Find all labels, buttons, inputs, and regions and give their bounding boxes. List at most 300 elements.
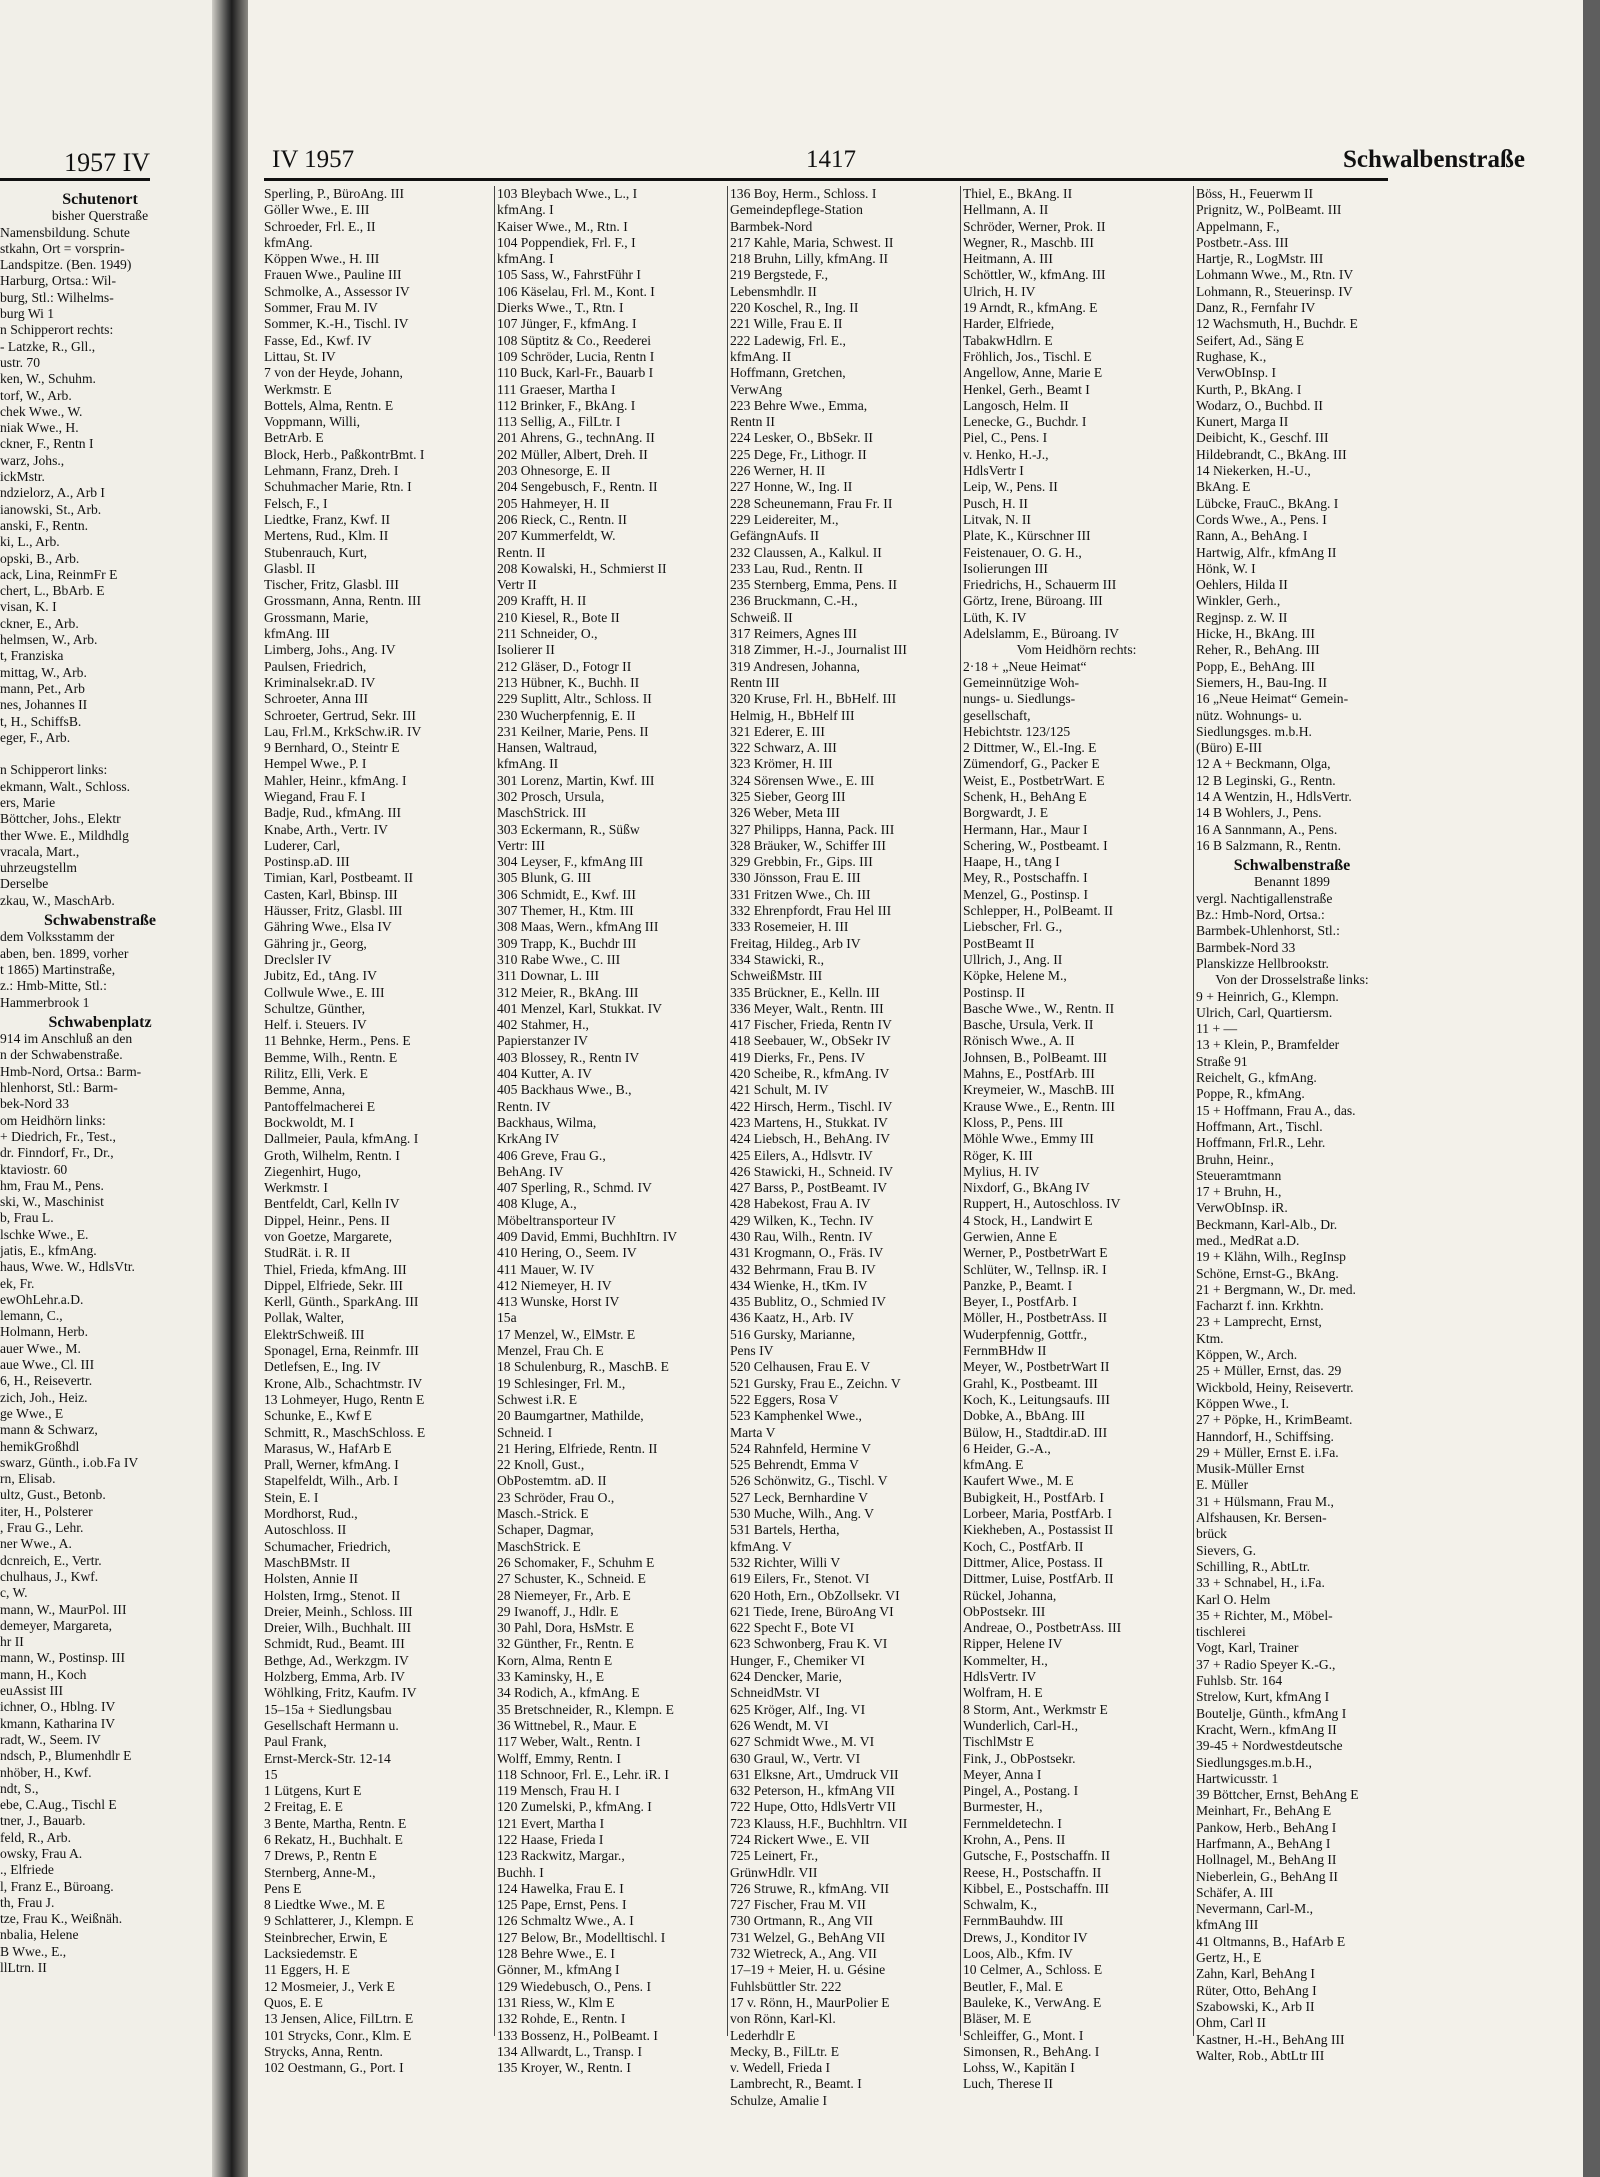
directory-entry: Hanndorf, H., Schiffsing. (1196, 1428, 1334, 1444)
directory-entry: 15a (497, 1310, 517, 1326)
directory-entry: 405 Backhaus Wwe., B., (497, 1082, 632, 1098)
directory-entry: bek-Nord 33 (0, 1096, 70, 1112)
directory-entry: Steueramtmann (1196, 1167, 1282, 1183)
directory-entry: Möbeltransporteur IV (497, 1212, 616, 1228)
directory-entry: 2·18 + „Neue Heimat“ (963, 658, 1087, 674)
directory-entry: Wolff, Emmy, Rentn. I (497, 1750, 621, 1766)
directory-entry: Strelow, Kurt, kfmAng I (1196, 1689, 1330, 1705)
directory-entry: 33 + Schnabel, H., i.Fa. (1196, 1575, 1325, 1591)
directory-entry: auer Wwe., M. (0, 1340, 81, 1356)
directory-entry: 301 Lorenz, Martin, Kwf. III (497, 772, 655, 788)
directory-entry: Prall, Werner, kfmAng. I (264, 1457, 399, 1473)
directory-entry: MaschBMstr. II (264, 1554, 351, 1570)
directory-entry: 37 + Radio Speyer K.-G., (1196, 1656, 1336, 1672)
directory-entry: Adelslamm, E., Büroang. IV (963, 626, 1119, 642)
directory-entry: Schweiß. II (730, 609, 793, 625)
directory-entry: 523 Kamphenkel Wwe., (730, 1408, 862, 1424)
directory-entry: 317 Reimers, Agnes III (730, 626, 857, 642)
directory-entry: 39 Böttcher, Ernst, BehAng E (1196, 1787, 1359, 1803)
directory-entry: burg Wi 1 (0, 306, 55, 322)
directory-entry: Hartwicusstr. 1 (1196, 1770, 1279, 1786)
directory-entry: 424 Liebsch, H., BehAng. IV (730, 1131, 891, 1147)
directory-entry: 204 Sengebusch, F., Rentn. II (497, 479, 658, 495)
directory-entry: 410 Hering, O., Seem. IV (497, 1245, 637, 1261)
directory-entry: Kloss, P., Pens. III (963, 1114, 1064, 1130)
directory-entry: 330 Jönsson, Frau E. III (730, 870, 861, 886)
directory-entry: Lebensmhdlr. II (730, 283, 817, 299)
directory-entry: HdlsVertr. IV (963, 1669, 1037, 1685)
directory-entry: 727 Fischer, Frau M. VII (730, 1897, 866, 1913)
directory-entry: Backhaus, Wilma, (497, 1114, 597, 1130)
directory-entry: 202 Müller, Albert, Dreh. II (497, 446, 648, 462)
directory-entry: ichner, O., Hblng. IV (0, 1699, 116, 1715)
directory-entry: dr. Finndorf, Fr., Dr., (0, 1145, 114, 1161)
directory-entry: rn, Elisab. (0, 1471, 56, 1487)
directory-entry: Jubitz, Ed., tAng. IV (264, 968, 377, 984)
directory-entry: B Wwe., E., (0, 1943, 67, 1959)
directory-entry: 21 Hering, Elfriede, Rentn. II (497, 1440, 658, 1456)
directory-entry: Drews, J., Konditor IV (963, 1929, 1088, 1945)
directory-entry: 311 Downar, L. III (497, 968, 600, 984)
directory-entry: 429 Wilken, K., Techn. IV (730, 1212, 874, 1228)
directory-entry: Seifert, Ad., Säng E (1196, 332, 1304, 348)
directory-entry: Schlüter, W., Tellnsp. iR. I (963, 1261, 1107, 1277)
directory-entry: Lohmann Wwe., M., Rtn. IV (1196, 267, 1354, 283)
directory-entry: 527 Leck, Bernhardine V (730, 1489, 868, 1505)
directory-entry: Benannt 1899 (1254, 874, 1330, 890)
directory-entry: Siemers, H., Bau-Ing. II (1196, 674, 1327, 690)
directory-entry: Kibbel, E., Postschaffn. III (963, 1880, 1109, 1896)
directory-entry: 303 Eckermann, R., Süßw (497, 821, 640, 837)
directory-entry: kfmAng. II (497, 756, 559, 772)
directory-entry: 7 von der Heyde, Johann, (264, 365, 403, 381)
directory-entry: Buchh. I (497, 1864, 544, 1880)
directory-entry: visan, K. I (0, 599, 57, 615)
directory-entry: 310 Rabe Wwe., C. III (497, 951, 621, 967)
directory-entry: 125 Pape, Ernst, Pens. I (497, 1897, 627, 1913)
directory-entry: 307 Themer, H., Ktm. III (497, 903, 634, 919)
directory-entry: 27 Schuster, K., Schneid. E (497, 1571, 646, 1587)
directory-entry: 8 Storm, Ant., Werkmstr E (963, 1701, 1108, 1717)
directory-entry: 408 Kluge, A., (497, 1196, 577, 1212)
directory-entry: Strycks, Anna, Rentn. (264, 2043, 383, 2059)
directory-entry: Reichelt, G., kfmAng. (1196, 1070, 1317, 1086)
directory-entry: Glasbl. II (264, 560, 316, 576)
directory-entry: Holzberg, Emma, Arb. IV (264, 1669, 405, 1685)
directory-entry: 134 Allwardt, L., Transp. I (497, 2043, 643, 2059)
directory-entry: Menzel, Frau Ch. E (497, 1343, 604, 1359)
directory-entry: Danz, R., Fernfahr IV (1196, 300, 1316, 316)
directory-entry: 218 Bruhn, Lilly, kfmAng. II (730, 251, 889, 267)
directory-entry: MaschStrick. E (497, 1538, 581, 1554)
directory-entry: ewOhLehr.a.D. (0, 1291, 84, 1307)
directory-entry: 409 David, Emmi, BuchhItrn. IV (497, 1229, 678, 1244)
directory-entry: Boutelje, Günth., kfmAng I (1196, 1705, 1347, 1721)
directory-entry: 206 Rieck, C., Rentn. II (497, 511, 627, 527)
directory-entry: Prignitz, W., PolBeamt. III (1196, 202, 1342, 218)
directory-entry: Sperling, P., BüroAng. III (264, 186, 405, 201)
directory-entry: Harfmann, A., BehAng I (1196, 1835, 1331, 1851)
directory-entry: 14 B Wohlers, J., Pens. (1196, 805, 1322, 821)
directory-column-4 (963, 186, 1190, 2093)
directory-entry: ekmann, Walt., Schloss. (0, 778, 131, 794)
directory-entry: Schroeter, Anna III (264, 691, 369, 707)
directory-entry: Papierstanzer IV (497, 1033, 588, 1049)
directory-entry: 620 Hoth, Ern., ObZollsekr. VI (730, 1587, 900, 1603)
directory-entry: 305 Blunk, G. III (497, 870, 592, 886)
directory-entry: 21 + Bergmann, W., Dr. med. (1196, 1281, 1356, 1297)
directory-entry: opski, B., Arb. (0, 550, 80, 566)
directory-entry: Casten, Karl, Bbinsp. III (264, 886, 398, 902)
directory-entry: Badje, Rud., kfmAng. III (264, 805, 402, 821)
directory-entry: , Frau G., Lehr. (0, 1520, 84, 1536)
directory-entry: Bemme, Anna, (264, 1082, 346, 1098)
directory-entry: 14 A Wentzin, H., HdlsVertr. (1196, 788, 1352, 804)
directory-entry: 407 Sperling, R., Schmd. IV (497, 1180, 652, 1196)
directory-entry: 29 Iwanoff, J., Hdlr. E (497, 1603, 619, 1619)
directory-entry: ckner, F., Rentn I (0, 436, 94, 452)
directory-entry: Gähring Wwe., Elsa IV (264, 919, 392, 935)
directory-entry: hlenhorst, Stl.: Barm- (0, 1080, 118, 1096)
directory-entry: Böttcher, Johs., Elektr (0, 811, 121, 827)
directory-entry: Hammerbrook 1 (0, 994, 90, 1010)
directory-entry: VerwObInsp. I (1196, 365, 1277, 381)
directory-entry: Köppen, W., Arch. (1196, 1347, 1298, 1363)
directory-entry: 625 Kröger, Alf., Ing. VI (730, 1701, 866, 1717)
directory-entry: Hermann, Har., Maur I (963, 821, 1088, 837)
directory-entry: Hoffmann, Gretchen, (730, 365, 846, 381)
directory-entry: Autoschloss. II (264, 1522, 347, 1538)
directory-entry: 17–19 + Meier, H. u. Gésine (730, 1962, 886, 1978)
directory-entry: Schmitt, R., MaschSchloss. E (264, 1424, 426, 1440)
directory-entry: 320 Kruse, Frl. H., BbHelf. III (730, 691, 897, 707)
directory-entry: Rönisch Wwe., A. II (963, 1033, 1075, 1049)
directory-entry: 630 Graul, W., Vertr. VI (730, 1750, 861, 1766)
directory-entry: Quos, E. E (264, 1994, 323, 2010)
column-divider (960, 186, 961, 2036)
directory-entry: Lüth, K. IV (963, 609, 1027, 625)
directory-entry: n der Schwabenstraße. (0, 1047, 123, 1063)
directory-entry: 531 Bartels, Hertha, (730, 1522, 840, 1538)
directory-entry: burg, Stl.: Wilhelms- (0, 289, 114, 305)
directory-entry: 123 Rackwitz, Margar., (497, 1848, 625, 1864)
directory-entry: Groth, Wilhelm, Rentn. I (264, 1147, 400, 1163)
directory-entry: Mylius, H. IV (963, 1163, 1040, 1179)
directory-entry: 419 Dierks, Fr., Pens. IV (730, 1049, 866, 1065)
directory-entry: ktaviostr. 60 (0, 1161, 68, 1177)
directory-entry: Holsten, Annie II (264, 1571, 359, 1587)
directory-entry: 6 Rekatz, H., Buchhalt. E (264, 1831, 403, 1847)
directory-column-2 (497, 186, 724, 2076)
directory-entry: Straße 91 (1196, 1053, 1248, 1069)
directory-entry: 304 Leyser, F., kfmAng III (497, 854, 643, 870)
directory-entry: BehAng. IV (497, 1163, 564, 1179)
directory-entry: 334 Stawicki, R., (730, 951, 825, 967)
directory-entry: Kreymeier, W., MaschB. III (963, 1082, 1115, 1098)
directory-entry: 16 A Sannmann, A., Pens. (1196, 821, 1338, 837)
directory-entry: Bläser, M. E (963, 2011, 1032, 2027)
directory-entry: 11 + — (1196, 1021, 1238, 1037)
directory-entry: MaschStrick. III (497, 805, 587, 821)
directory-entry: ElektrSchweiß. III (264, 1326, 365, 1342)
directory-entry: 135 Kroyer, W., Rentn. I (497, 2060, 631, 2076)
directory-entry: 106 Käselau, Frl. M., Kont. I (497, 283, 655, 299)
directory-entry: 402 Stahmer, H., (497, 1017, 589, 1033)
directory-entry: hemikGroßhdl (0, 1438, 80, 1454)
directory-entry: ge Wwe., E (0, 1405, 64, 1421)
directory-entry: Bentfeldt, Carl, Kelln IV (264, 1196, 400, 1212)
directory-entry: Postinsp.aD. III (264, 854, 350, 870)
directory-entry: Mahns, E., PostfArb. III (963, 1066, 1095, 1082)
directory-entry: ken, W., Schuhm. (0, 371, 96, 387)
directory-entry: Simonsen, R., BehAng. I (963, 2043, 1100, 2059)
directory-entry: Siedlungsges.m.b.H., (1196, 1754, 1312, 1770)
directory-entry: ultz, Gust., Betonb. (0, 1487, 106, 1503)
directory-entry: Haape, H., tAng I (963, 854, 1060, 870)
directory-entry: 203 Ohnesorge, E. II (497, 463, 611, 479)
directory-entry: 132 Rohde, E., Rentn. I (497, 2011, 626, 2027)
directory-entry: Timian, Karl, Postbeamt. II (264, 870, 414, 886)
directory-entry: Von der Drosselstraße links: (1215, 972, 1369, 988)
directory-entry: Nieberlein, G., BehAng II (1196, 1868, 1338, 1884)
directory-entry: Dobke, A., BbAng. III (963, 1408, 1085, 1424)
directory-entry: ndsch, P., Blumenhdlr E (0, 1748, 132, 1764)
directory-entry: mann, Pet., Arb (0, 680, 85, 696)
directory-entry: Hollnagel, M., BehAng II (1196, 1852, 1337, 1868)
directory-column-1 (264, 186, 491, 2076)
directory-entry: Rentn III (730, 674, 780, 690)
directory-entry: Gutsche, F., Postschaffn. II (963, 1848, 1111, 1864)
directory-entry: dem Volksstamm der (0, 929, 115, 945)
directory-entry: ndzielorz, A., Arb I (0, 485, 105, 501)
directory-entry: Isolierer II (497, 642, 555, 658)
directory-entry: 436 Kaatz, H., Arb. IV (730, 1310, 854, 1326)
directory-entry: 9 + Heinrich, G., Klempn. (1196, 988, 1339, 1004)
left-page-header: 1957 IV (64, 148, 150, 177)
directory-entry: Rughase, K., (1196, 348, 1267, 364)
directory-entry: 10 Celmer, A., Schloss. E (963, 1962, 1103, 1978)
directory-entry: Ullrich, J., Ang. II (963, 951, 1063, 967)
directory-entry: Heitmann, A. III (963, 251, 1053, 267)
directory-entry: hm, Frau M., Pens. (0, 1177, 104, 1193)
directory-entry: 622 Specht F., Bote VI (730, 1620, 855, 1636)
directory-entry: bisher Querstraße (51, 208, 149, 224)
directory-entry: 329 Grebbin, Fr., Gips. III (730, 854, 873, 870)
directory-entry: Kiekheben, A., Postassist II (963, 1522, 1114, 1538)
directory-entry: Bottels, Alma, Rentn. E (264, 397, 394, 413)
directory-entry: Voppmann, Willi, (264, 414, 360, 430)
directory-entry: 322 Schwarz, A. III (730, 740, 837, 756)
directory-entry: 36 Wittnebel, R., Maur. E (497, 1717, 637, 1733)
directory-entry: Gertz, H., E (1196, 1950, 1262, 1966)
directory-entry: Pingel, A., Postang. I (963, 1783, 1079, 1799)
directory-entry: Deibicht, K., Geschf. III (1196, 430, 1329, 446)
directory-entry: Meinhart, Fr., BehAng E (1196, 1803, 1332, 1819)
directory-entry: Möller, H., PostbetrAss. II (963, 1310, 1108, 1326)
directory-entry: Stein, E. I (264, 1489, 319, 1505)
directory-entry: Grossmann, Anna, Rentn. III (264, 593, 422, 609)
directory-entry: 430 Rau, Wilh., Rentn. IV (730, 1229, 873, 1244)
directory-entry: ers, Marie (0, 794, 56, 810)
directory-entry: Schunke, E., Kwf E (264, 1408, 372, 1424)
directory-entry: Poppe, R., kfmAng. (1196, 1086, 1305, 1102)
directory-entry: 229 Leidereiter, M., (730, 511, 839, 527)
directory-entry: Harder, Elfriede, (963, 316, 1055, 332)
directory-entry: kfmAng. E (963, 1457, 1024, 1473)
directory-entry: Alfshausen, Kr. Bersen- (1196, 1510, 1327, 1526)
directory-entry: Meyer, Anna I (963, 1766, 1042, 1782)
directory-entry: Limberg, Johs., Ang. IV (264, 642, 396, 658)
directory-entry: mann, H., Koch (0, 1666, 87, 1682)
directory-entry: 39-45 + Nordwestdeutsche (1196, 1738, 1343, 1754)
directory-entry: Weist, E., PostbetrWart. E (963, 772, 1105, 788)
directory-entry: 15 + Hoffmann, Frau A., das. (1196, 1102, 1356, 1118)
directory-entry: Paul Frank, (264, 1734, 327, 1750)
directory-entry: kfmAng. V (730, 1538, 792, 1554)
directory-entry: Kriminalsekr.aD. IV (264, 674, 376, 690)
directory-entry: 624 Dencker, Marie, (730, 1669, 842, 1685)
directory-entry: Gerwien, Anne E (963, 1229, 1057, 1244)
directory-entry: Rann, A., BehAng. I (1196, 528, 1308, 544)
directory-entry: Beyer, I., PostfArb. I (963, 1294, 1077, 1310)
directory-entry: 101 Strycks, Conr., Klm. E (264, 2027, 412, 2043)
directory-entry: Zahn, Karl, BehAng I (1196, 1966, 1315, 1982)
directory-entry: Stapelfeldt, Wilh., Arb. I (264, 1473, 398, 1489)
directory-entry: ., Elfriede (0, 1862, 54, 1878)
directory-entry: Piel, C., Pens. I (963, 430, 1048, 446)
directory-entry: 11 Behnke, Herm., Pens. E (264, 1033, 411, 1049)
directory-entry: Kastner, H.-H., BehAng III (1196, 2031, 1345, 2047)
directory-entry: Fuhlsbüttler Str. 222 (730, 1978, 842, 1994)
left-page (0, 0, 212, 2177)
directory-entry: Wodarz, O., Buchbd. II (1196, 397, 1323, 413)
directory-entry: ki, L., Arb. (0, 534, 60, 550)
directory-entry: 226 Werner, H. II (730, 463, 826, 479)
directory-entry: anski, F., Rentn. (0, 517, 89, 533)
directory-entry: SchneidMstr. VI (730, 1685, 820, 1701)
directory-entry: 309 Trapp, K., Buchdr III (497, 935, 637, 951)
directory-entry: Kracht, Wern., kfmAng II (1196, 1721, 1337, 1737)
directory-entry: 109 Schröder, Lucia, Rentn I (497, 348, 655, 364)
directory-entry: Ruppert, H., Autoschloss. IV (963, 1196, 1121, 1212)
directory-entry: 312 Meier, R., BkAng. III (497, 984, 639, 1000)
directory-entry: hr II (0, 1634, 24, 1650)
directory-entry: Vertr: III (497, 837, 545, 853)
directory-entry: Köppen Wwe., H. III (264, 251, 380, 267)
directory-entry: 112 Brinker, F., BkAng. I (497, 397, 636, 413)
directory-entry: 126 Schmaltz Wwe., A. I (497, 1913, 634, 1929)
directory-entry: kfmAng. (264, 234, 313, 250)
directory-entry: 428 Habekost, Frau A. IV (730, 1196, 871, 1212)
directory-entry: Derselbe (0, 876, 49, 892)
directory-entry: Pankow, Herb., BehAng I (1196, 1819, 1337, 1835)
directory-entry: Schröder, Werner, Prok. II (963, 218, 1106, 234)
directory-entry: Grossmann, Marie, (264, 609, 369, 625)
directory-entry: von Goetze, Margarete, (264, 1229, 393, 1244)
directory-entry: 31 + Hülsmann, Frau M., (1196, 1493, 1334, 1509)
directory-entry: Kerll, Günth., SparkAng. III (264, 1294, 419, 1310)
directory-entry: kfmAng III (1196, 1917, 1259, 1933)
directory-entry: Schwest i.R. E (497, 1391, 578, 1407)
directory-entry: ner Wwe., A. (0, 1536, 72, 1552)
directory-entry: 108 Süptitz & Co., Reederei (497, 332, 652, 348)
directory-entry: Feistenauer, O. G. H., (963, 544, 1082, 560)
directory-entry: 207 Kummerfeldt, W. (497, 528, 616, 544)
directory-entry: Beckmann, Karl-Alb., Dr. (1196, 1216, 1338, 1232)
directory-entry: 19 Arndt, R., kfmAng. E (963, 300, 1098, 316)
directory-entry: 425 Eilers, A., Hdlsvtr. IV (730, 1147, 873, 1163)
directory-entry: 229 Suplitt, Altr., Schloss. II (497, 691, 652, 707)
directory-entry: Harburg, Ortsa.: Wil- (0, 273, 116, 289)
directory-entry: Hmb-Nord, Ortsa.: Barm- (0, 1063, 142, 1079)
directory-entry: 327 Philipps, Hanna, Pack. III (730, 821, 895, 837)
directory-entry: 14 Niekerken, H.-U., (1196, 463, 1311, 479)
directory-entry: Bauleke, K., VerwAng. E (963, 1994, 1102, 2010)
directory-entry: Lenecke, G., Buchdr. I (963, 414, 1087, 430)
directory-entry: warz, Johs., (0, 452, 65, 468)
directory-entry: Luch, Therese II (963, 2076, 1053, 2092)
directory-entry: Grahl, K., Postbeamt. III (963, 1375, 1098, 1391)
directory-entry: Johnsen, B., PolBeamt. III (963, 1049, 1107, 1065)
directory-entry: mann, W., Postinsp. III (0, 1650, 125, 1666)
directory-entry: 619 Eilers, Fr., Stenot. VI (730, 1571, 870, 1587)
directory-entry: 532 Richter, Willi V (730, 1554, 841, 1570)
directory-entry: Ripper, Helene IV (963, 1636, 1063, 1652)
directory-entry: Kunert, Marga II (1196, 414, 1289, 430)
directory-entry: 426 Stawicki, H., Schneid. IV (730, 1163, 894, 1179)
directory-entry: 102 Oestmann, G., Port. I (264, 2060, 404, 2076)
directory-entry: Steinbrecher, Erwin, E (264, 1929, 388, 1945)
directory-entry: 129 Wiedebusch, O., Pens. I (497, 1978, 651, 1994)
directory-entry: Koch, K., Leitungsaufs. III (963, 1391, 1110, 1407)
directory-entry: Bülow, H., Stadtdir.aD. III (963, 1424, 1108, 1440)
directory-entry: Sievers, G. (1196, 1542, 1257, 1558)
directory-entry: kfmAng. II (730, 348, 792, 364)
directory-column-3 (730, 186, 957, 2109)
directory-entry: Fröhlich, Jos., Tischl. E (963, 348, 1092, 364)
directory-entry: Köpke, Helene M., (963, 968, 1067, 984)
directory-entry: Vom Heidhörn rechts: (1016, 642, 1137, 658)
directory-entry: Bethge, Ad., Werkzgm. IV (264, 1652, 409, 1668)
directory-entry: 325 Sieber, Georg III (730, 788, 846, 804)
directory-entry: 319 Andresen, Johanna, (730, 658, 860, 674)
directory-entry: Ohm, Carl II (1196, 2015, 1266, 2031)
directory-entry: zich, Joh., Heiz. (0, 1389, 88, 1405)
directory-entry: Thiel, Frieda, kfmAng. III (264, 1261, 407, 1277)
directory-entry: 16 „Neue Heimat“ Gemein- (1196, 691, 1349, 707)
street-heading: Schwabenplatz (48, 1014, 152, 1031)
directory-entry: Wolfram, H. E (963, 1685, 1043, 1701)
directory-entry: Schwalm, K., (963, 1897, 1038, 1913)
directory-entry: z.: Hmb-Mitte, Stl.: (0, 978, 107, 994)
directory-entry: Rentn II (730, 414, 775, 430)
directory-entry: GrünwHdlr. VII (730, 1864, 818, 1880)
directory-entry: Lehmann, Franz, Dreh. I (264, 463, 399, 479)
directory-entry: Dittmer, Alice, Postass. II (963, 1554, 1103, 1570)
directory-entry: 3 Bente, Martha, Rentn. E (264, 1815, 407, 1831)
directory-entry: 2 Freitag, E. E (264, 1799, 343, 1815)
directory-entry: Liedtke, Franz, Kwf. II (264, 511, 391, 527)
directory-entry: 522 Eggers, Rosa V (730, 1391, 839, 1407)
directory-entry: 520 Celhausen, Frau E. V (730, 1359, 871, 1375)
directory-entry: 107 Jünger, F., kfmAng. I (497, 316, 637, 332)
directory-entry: 16 B Salzmann, R., Rentn. (1196, 837, 1341, 853)
directory-entry: 525 Behrendt, Emma V (730, 1457, 859, 1473)
directory-entry: nütz. Wohnungs- u. (1196, 707, 1302, 723)
directory-entry: 15 (264, 1766, 278, 1782)
directory-entry: Lacksiedemstr. E (264, 1946, 358, 1962)
directory-entry: Barmbek-Uhlenhorst, Stl.: (1196, 923, 1340, 939)
